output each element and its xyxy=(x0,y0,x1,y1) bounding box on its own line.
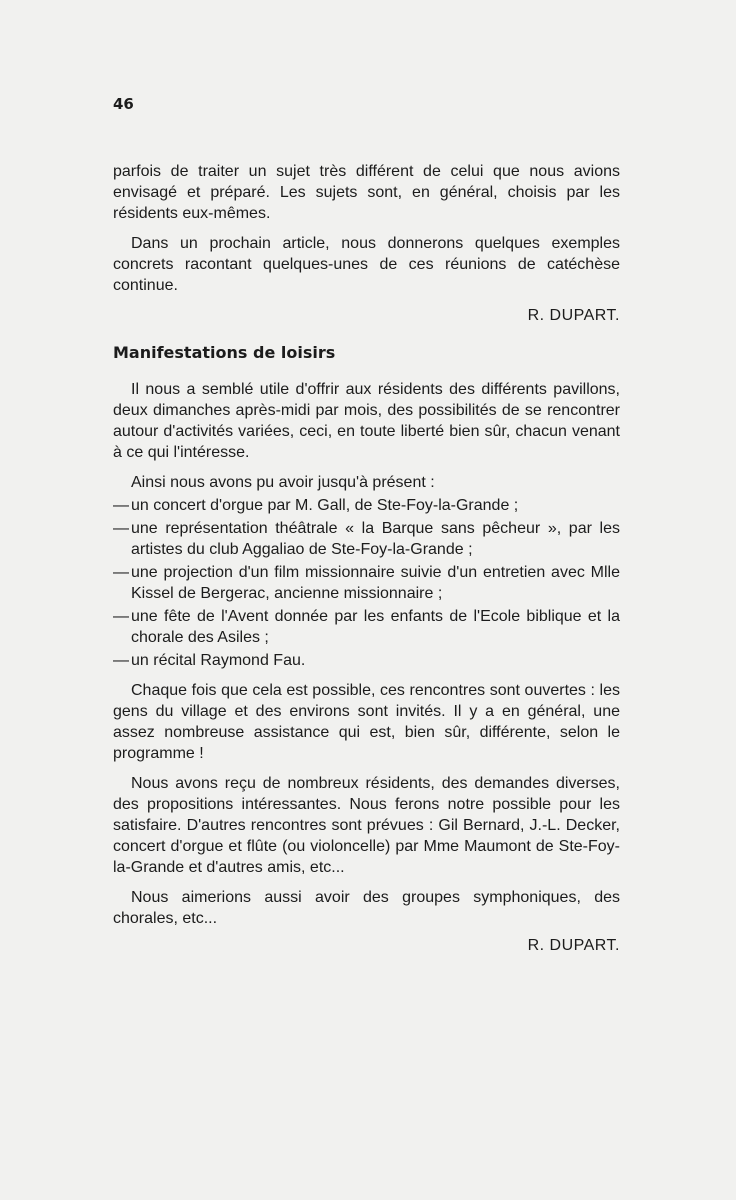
list-dash: — xyxy=(113,608,129,625)
list-item xyxy=(113,562,620,604)
list-item xyxy=(113,518,620,560)
list-dash: — xyxy=(113,564,129,581)
page-number: 46 xyxy=(113,95,134,113)
paragraph: Dans un prochain article, nous donnerons quelques exemples concrets racontant quelques-unes de ces réunions de catéchèse continue. xyxy=(113,235,620,294)
paragraph: Nous avons reçu de nombreux résidents, des demandes diverses, des propositions intéressantes. Nous ferons notre possible pour les satisfaire. D'autres rencontres sont prévues : Gil Bernard, J.-L. Decker, concert d'orgue et flûte (ou violoncelle) par Mme Maumont de Ste-Foy-la-Grande et d'autres amis, etc... xyxy=(113,775,620,876)
list-item-text: un récital Raymond Fau. xyxy=(131,652,306,669)
list-item-text: un concert d'orgue par M. Gall, de Ste-Foy-la-Grande ; xyxy=(131,497,519,514)
event-list xyxy=(113,495,620,671)
paragraph: Il nous a semblé utile d'offrir aux résidents des différents pavillons, deux dimanches après-midi par mois, des possibilités de se rencontrer autour d'activités variées, ceci, en toute liberté bien sûr, chacun venant à ce qui l'intéresse. xyxy=(113,381,620,461)
list-dash: — xyxy=(113,497,129,514)
list-dash: — xyxy=(113,520,129,537)
list-item-text: une fête de l'Avent donnée par les enfants de l'Ecole biblique et la chorale des Asiles ; xyxy=(131,608,620,646)
list-dash: — xyxy=(113,652,129,669)
paragraph: parfois de traiter un sujet très différent de celui que nous avions envisagé et préparé. Les sujets sont, en général, choisis par les résidents eux-mêmes. xyxy=(113,163,620,222)
list-item xyxy=(113,650,620,671)
paragraph: Chaque fois que cela est possible, ces rencontres sont ouvertes : les gens du village et des environs sont invités. Il y a en général, une assez nombreuse assistance qui est, bien sûr, différente, selon le programme ! xyxy=(113,682,620,762)
section-title: Manifestations de loisirs xyxy=(113,343,336,362)
signature: R. DUPART. xyxy=(527,307,620,324)
signature: R. DUPART. xyxy=(527,937,620,954)
list-item xyxy=(113,606,620,648)
list-intro: Ainsi nous avons pu avoir jusqu'à présent : xyxy=(131,474,435,491)
paragraph: Nous aimerions aussi avoir des groupes symphoniques, des chorales, etc... xyxy=(113,889,620,927)
list-item-text: une projection d'un film missionnaire suivie d'un entretien avec Mlle Kissel de Bergerac, ancienne missionnaire ; xyxy=(131,564,620,602)
list-item xyxy=(113,495,620,516)
list-item-text: une représentation théâtrale « la Barque sans pêcheur », par les artistes du club Aggaliao de Ste-Foy-la-Grande ; xyxy=(131,520,620,558)
article-body xyxy=(113,161,620,972)
